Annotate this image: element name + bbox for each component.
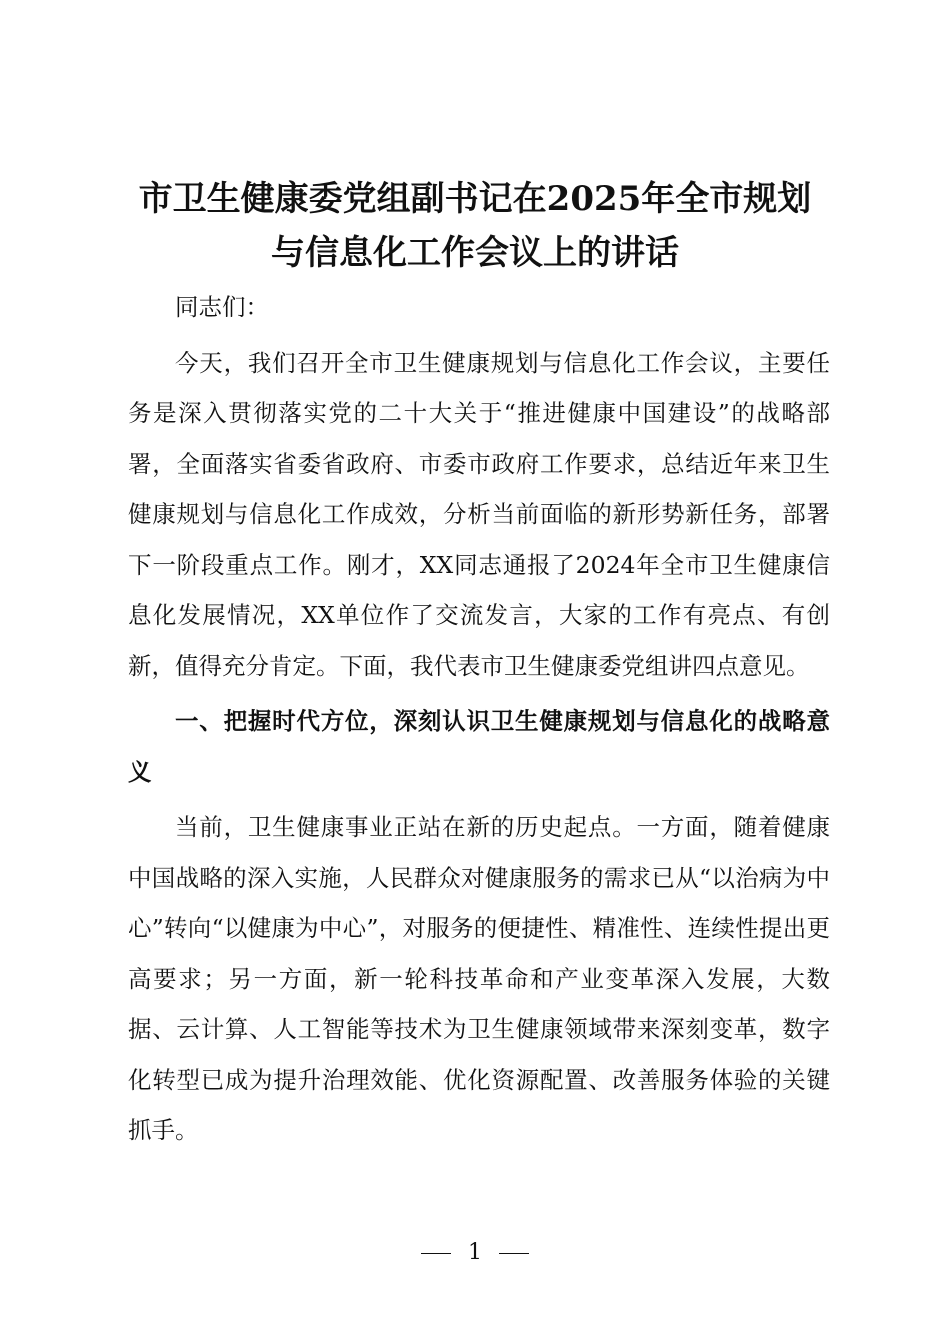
footer-dash-right [499,1253,529,1254]
page-number: 1 [468,1240,482,1265]
title-line-1: 市卫生健康委党组副书记在2025年全市规划 [138,179,812,219]
paragraph-2: 当前，卫生健康事业正站在新的历史起点。一方面，随着健康中国战略的深入实施，人民群众对健康服务的需求已从“以治病为中心”转向“以健康为中心”，对服务的便捷性、精准性、连续性提出更高要求；另一方面，新一轮科技革命和产业变革深入发展，大数据、云计算、人工智能等技术为卫生健康领域带来深刻变革，数字化转型已成为提升治理效能、优化资源配置、改善服务体验的关键抓手。 [128,813,830,1144]
document-body [128,282,830,1161]
title-line-2: 与信息化工作会议上的讲话 [271,233,679,273]
document-title [120,172,830,280]
salutation: 同志们： [175,293,269,321]
paragraph-1: 今天，我们召开全市卫生健康规划与信息化工作会议，主要任务是深入贯彻落实党的二十大关于“推进健康中国建设”的战略部署，全面落实省委省政府、市委市政府工作要求，总结近年来卫生健康规划与信息化工作成效，分析当前面临的新形势新任务，部署下一阶段重点工作。刚才，XX同志通报了2024年全市卫生健康信息化发展情况，XX单位作了交流发言，大家的工作有亮点、有创新，值得充分肯定。下面，我代表市卫生健康委党组讲四点意见。 [128,348,830,680]
page-footer [0,1238,950,1268]
section-heading-1: 一、把握时代方位，深刻认识卫生健康规划与信息化的战略意义 [128,707,830,786]
footer-dash-left [421,1253,451,1254]
